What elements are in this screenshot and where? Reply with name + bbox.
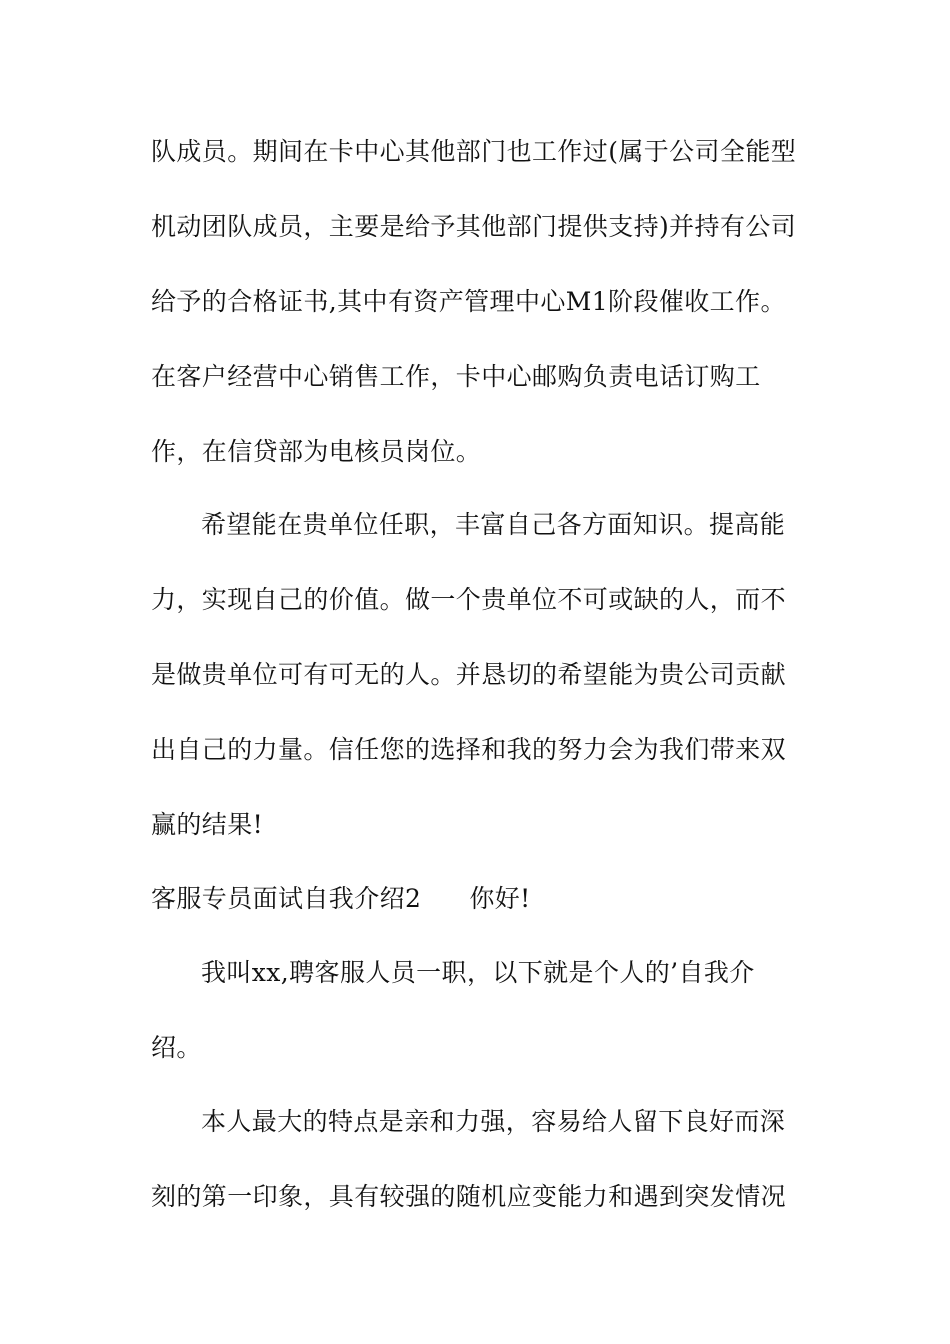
text-line: 绍。 [151, 1033, 202, 1062]
text-line: 出自己的力量。信任您的选择和我的努力会为我们带来双 [151, 735, 787, 764]
text-line: 本人最大的特点是亲和力强，容易给人留下良好而深 [201, 1107, 786, 1136]
section-title: 客服专员面试自我介绍2 [151, 884, 422, 913]
section-heading-line [151, 884, 531, 914]
text-line: 机动团队成员，主要是给予其他部门提供支持)并持有公司 [151, 212, 797, 241]
text-line: 在客户经营中心销售工作，卡中心邮购负责电话订购工 [151, 362, 761, 391]
text-line: 队成员。期间在卡中心其他部门也工作过(属于公司全能型 [151, 137, 797, 166]
text-line: 赢的结果! [151, 810, 264, 839]
text-line: 我叫xx,聘客服人员一职，以下就是个人的’自我介 [201, 958, 755, 987]
text-line: 是做贵单位可有可无的人。并恳切的希望能为贵公司贡献 [151, 660, 787, 689]
text-line: 给予的合格证书,其中有资产管理中心M1阶段催收工作。 [151, 287, 786, 316]
text-line: 力，实现自己的价值。做一个贵单位不可或缺的人，而不 [151, 585, 787, 614]
text-line: 希望能在贵单位任职，丰富自己各方面知识。提高能 [201, 510, 786, 539]
text-line: 刻的第一印象，具有较强的随机应变能力和遇到突发情况 [151, 1182, 787, 1211]
greeting: 你好! [469, 884, 531, 913]
text-line: 作，在信贷部为电核员岗位。 [151, 437, 482, 466]
